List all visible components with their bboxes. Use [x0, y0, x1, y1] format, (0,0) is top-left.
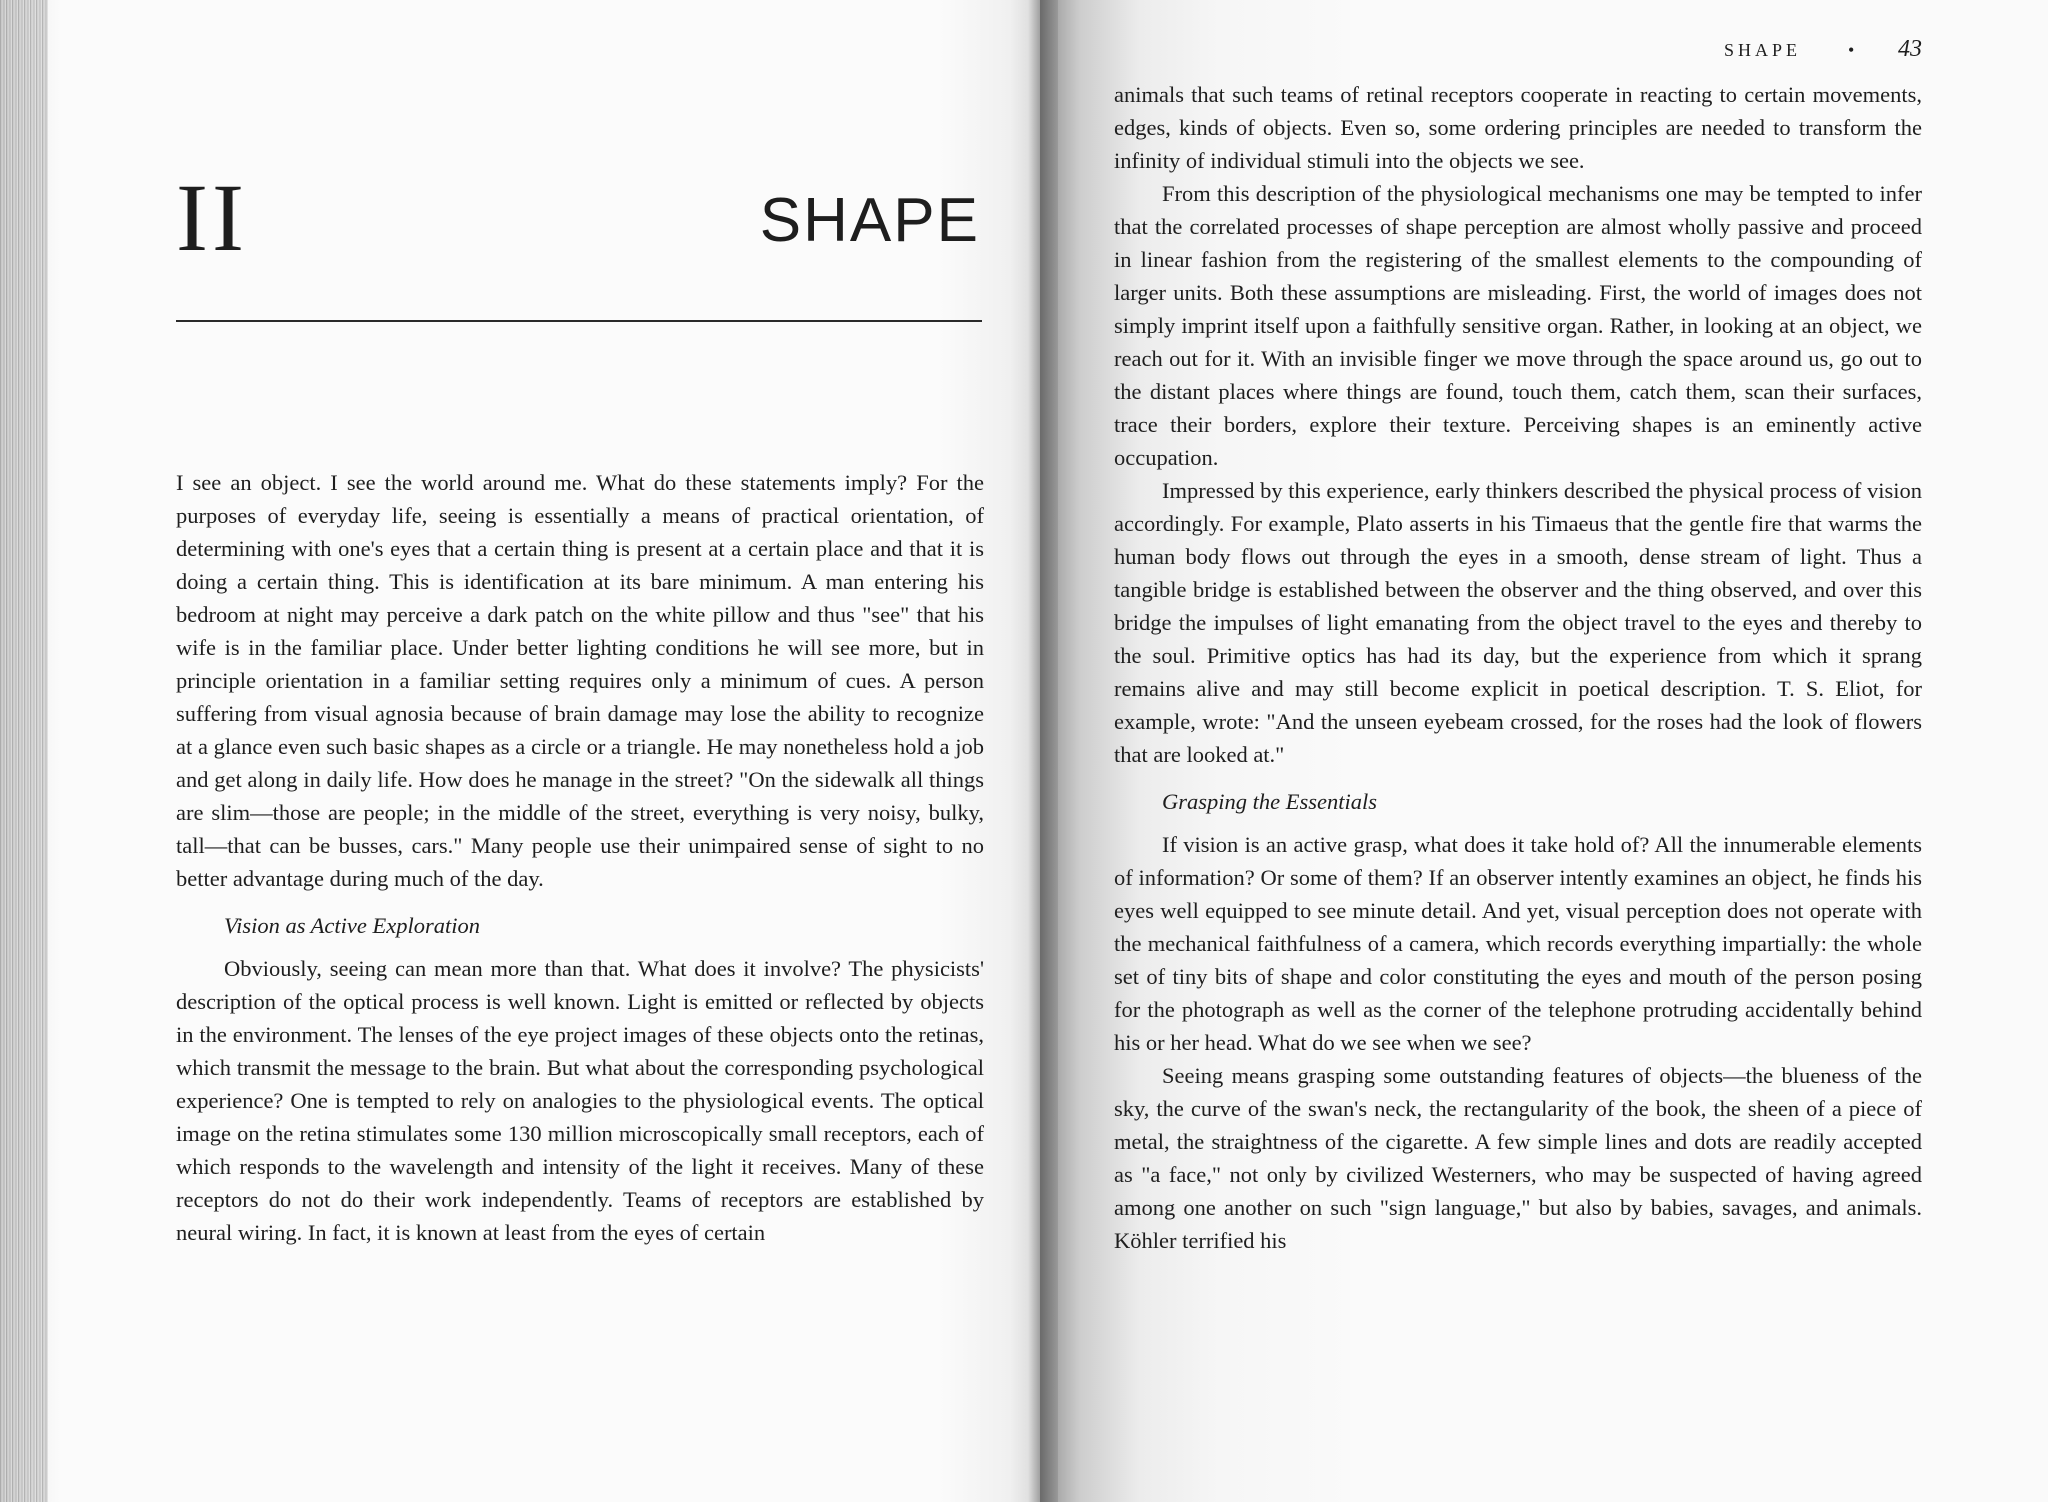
header-separator: • — [1848, 40, 1859, 60]
paragraph: Impressed by this experience, early thinkers described the physical process of vision accordingly. For example, Plato asserts in his Timaeus that the gentle fire that warms the human body flows out through the eyes in a smooth, dense stream of light. Thus a tangible bridge is established between the observer and the thing observed, and over this bridge the impulses of light emanating from the object travel to the eyes and thereby to the soul. Primitive optics has had its day, but the experience from which it sprang remains alive and may still become explicit in poetical description. T. S. Eliot, for example, wrote: "And the unseen eyebeam crossed, for the roses had the look of flowers that are looked at." — [1114, 478, 1922, 767]
title-rule — [176, 320, 982, 322]
chapter-number: II — [176, 164, 248, 271]
gutter-shadow — [1028, 0, 1058, 1502]
paragraph: If vision is an active grasp, what does it take hold of? All the innumerable elements of information? Or some of them? If an observer intently examines an object, he finds his eyes well equipped to see minute detail. And yet, visual perception does not operate with the mechanical faithfulness of a camera, which records everything impartially: the whole set of tiny bits of shape and color constituting the eyes and mouth of the person posing for the photograph as well as the corner of the telephone protruding accidentally behind his or her head. What do we see when we see? — [1114, 832, 1922, 1055]
page-number: 43 — [1898, 36, 1922, 62]
page-edges — [0, 0, 48, 1502]
paragraph: Obviously, seeing can mean more than that. What does it involve? The physicists' description of the optical process is well known. Light is emitted or reflected by objects in the environment. The lenses of the eye project images of these objects onto the retinas, which transmit the message to the brain. But what about the corresponding psychological experience? One is tempted to rely on analogies to the physiological events. The optical image on the retina stimulates some 130 million microscopically small receptors, each of which responds to the wavelength and intensity of the light it receives. Many of these receptors do not do their work independently. Teams of receptors are established by neural wiring. In fact, it is known at least from the eyes of certain — [176, 956, 984, 1245]
section-heading: Vision as Active Exploration — [224, 913, 481, 938]
running-header — [1700, 36, 1922, 66]
paragraph: Seeing means grasping some outstanding features of objects—the blueness of the sky, the curve of the swan's neck, the rectangularity of the book, the sheen of a piece of metal, the straightness of the cigarette. A few simple lines and dots are readily accepted as "a face," not only by civilized Westerners, who may be suspected of having agreed among one another on such "sign language," but also by babies, savages, and animals. Köhler terrified his — [1114, 1063, 1922, 1253]
paragraph: From this description of the physiological mechanisms one may be tempted to infer that the correlated processes of shape perception are almost wholly passive and proceed in linear fashion from the registering of the smallest elements to the compounding of larger units. Both these assumptions are misleading. First, the world of images does not simply imprint itself upon a faithfully sensitive organ. Rather, in looking at an object, we reach out for it. With an invisible finger we move through the space around us, go out to the distant places where things are found, touch them, catch them, scan their surfaces, trace their borders, explore their texture. Perceiving shapes is an eminently active occupation. — [1114, 181, 1922, 470]
chapter-title: SHAPE — [759, 186, 980, 255]
paragraph: animals that such teams of retinal receptors cooperate in reacting to certain movements, edges, kinds of objects. Even so, some ordering principles are needed to transform the infinity of individual stimuli into the objects we see. — [1114, 82, 1922, 173]
section-heading: Grasping the Essentials — [1162, 789, 1378, 814]
left-text-column — [176, 466, 984, 1249]
paragraph: I see an object. I see the world around me. What do these statements imply? For the purposes of everyday life, seeing is essentially a means of practical orientation, of determining with one's eyes that a certain thing is present at a certain place and that it is doing a certain thing. This is identification at its bare minimum. A man entering his bedroom at night may perceive a dark patch on the white pillow and thus "see" that his wife is in the familiar place. Under better lighting conditions he will see more, but in principle orientation in a familiar setting requires only a minimum of cues. A person suffering from visual agnosia because of brain damage may lose the ability to recognize at a glance even such basic shapes as a circle or a triangle. He may nonetheless hold a job and get along in daily life. How does he manage in the street? "On the sidewalk all things are slim—those are people; in the middle of the street, everything is very noisy, bulky, tall—that can be busses, cars." Many people use their unimpaired sense of sight to no better advantage during much of the day. — [176, 470, 984, 891]
right-text-column — [1114, 78, 1922, 1257]
running-head-title: SHAPE — [1724, 40, 1802, 60]
